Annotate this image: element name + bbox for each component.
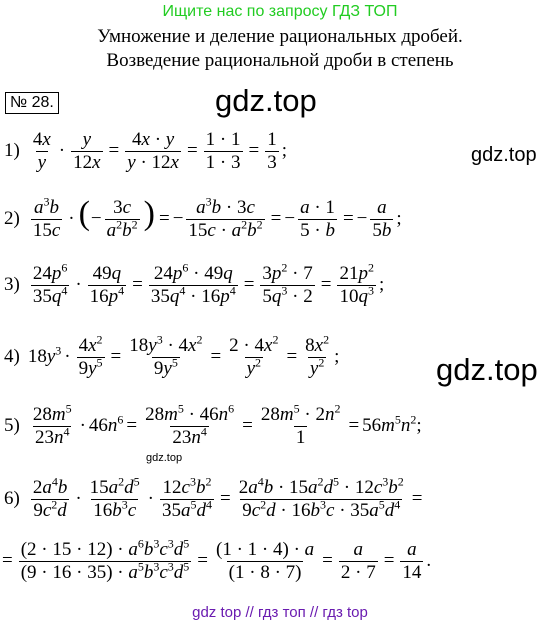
page-title-line-2: Возведение рациональной дроби в степень (106, 50, 454, 71)
problem-4 (4, 332, 340, 379)
math-expression: $18y^3$ · $\frac{4x^2}{9y^5}$ = $\frac{18y^3 \cdot 4x^2}{9y^5}$ = $\frac{2 \cdot 4x^2}{y^2}$ = $\frac{8x^2}{y^2}$ ; (27, 332, 340, 379)
footer-links[interactable]: gdz top // гдз топ // гдз top (192, 604, 368, 621)
problem-6-continuation (2, 536, 432, 583)
watermark-large: gdz.top (215, 83, 317, 118)
problem-number: 3) (4, 274, 20, 296)
math-expression: $\frac{24p^6}{35q^4}$ · $\frac{49q}{16p^4}$ = $\frac{24p^6 \cdot 49q}{35q^4 \cdot 16p^4}$ = $\frac{3p^2 \cdot 7}{5q^3 \cdot 2}$ = $\frac{21p^2}{10q^3}$ ; (32, 260, 385, 307)
watermark-right: gdz.top (471, 144, 537, 166)
problem-number: 1) (4, 140, 20, 162)
problem-2 (4, 194, 402, 242)
math-expression: $\frac{2a^4b}{9c^2d}$ · $\frac{15a^2d^5}{16b^3c}$ · $\frac{12c^3b^2}{35a^5d^4}$ = $\frac{2a^4b \cdot 15a^2d^5 \cdot 12c^3b^2}{9c^2d \cdot 16b^3c \cdot 35a^5d^4}$ = (32, 474, 423, 521)
task-number-badge: № 28. (5, 92, 59, 114)
page-title-line-1: Умножение и деление рациональных дробей. (97, 26, 463, 47)
problem-5 (4, 401, 422, 448)
problem-number: 2) (4, 208, 20, 230)
problem-3 (4, 260, 385, 307)
problem-number: 5) (4, 415, 20, 437)
problem-number: 6) (4, 488, 20, 510)
math-expression: $\frac{4x}{y}$ · $\frac{y}{12x}$ = $\frac{4x \cdot y}{y \cdot 12x}$ = $\frac{1 \cdot 1}{1 \cdot 3}$ = $\frac{1}{3}$ ; (32, 129, 287, 173)
math-expression: $\frac{28m^5}{23n^4}$ · $46n^6$ = $\frac{28m^5 \cdot 46n^6}{23n^4}$ = $\frac{28m^5 \cdot 2n^2}{1}$ = $56m^5n^2$; (32, 401, 422, 448)
problem-6 (4, 474, 426, 521)
math-expression: $\frac{a^3b}{15c}$ · (− $\frac{3c}{a^2b^2}$ ) = − $\frac{a^3b \cdot 3c}{15c \cdot a^2b^2}$ = − $\frac{a \cdot 1}{5 \cdot b}$ = − $\frac{a}{5b}$ ; (32, 194, 402, 242)
watermark-small: gdz.top (146, 452, 183, 464)
watermark-large-2: gdz.top (436, 352, 538, 387)
search-banner: Ищите нас по запросу ГДЗ ТОП (162, 3, 398, 20)
math-expression: = $\frac{(2 \cdot 15 \cdot 12) \cdot a^6b^3c^3d^5}{(9 \cdot 16 \cdot 35) \cdot a^5b^3c^3d^5}$ = $\frac{(1 \cdot 1 \cdot 4) \cdot a}{(1 \cdot 8 \cdot 7)}$ = $\frac{a}{2 \cdot 7}$ = $\frac{a}{14}$ . (2, 536, 432, 583)
problem-number: 4) (4, 346, 20, 368)
problem-1 (4, 130, 287, 173)
